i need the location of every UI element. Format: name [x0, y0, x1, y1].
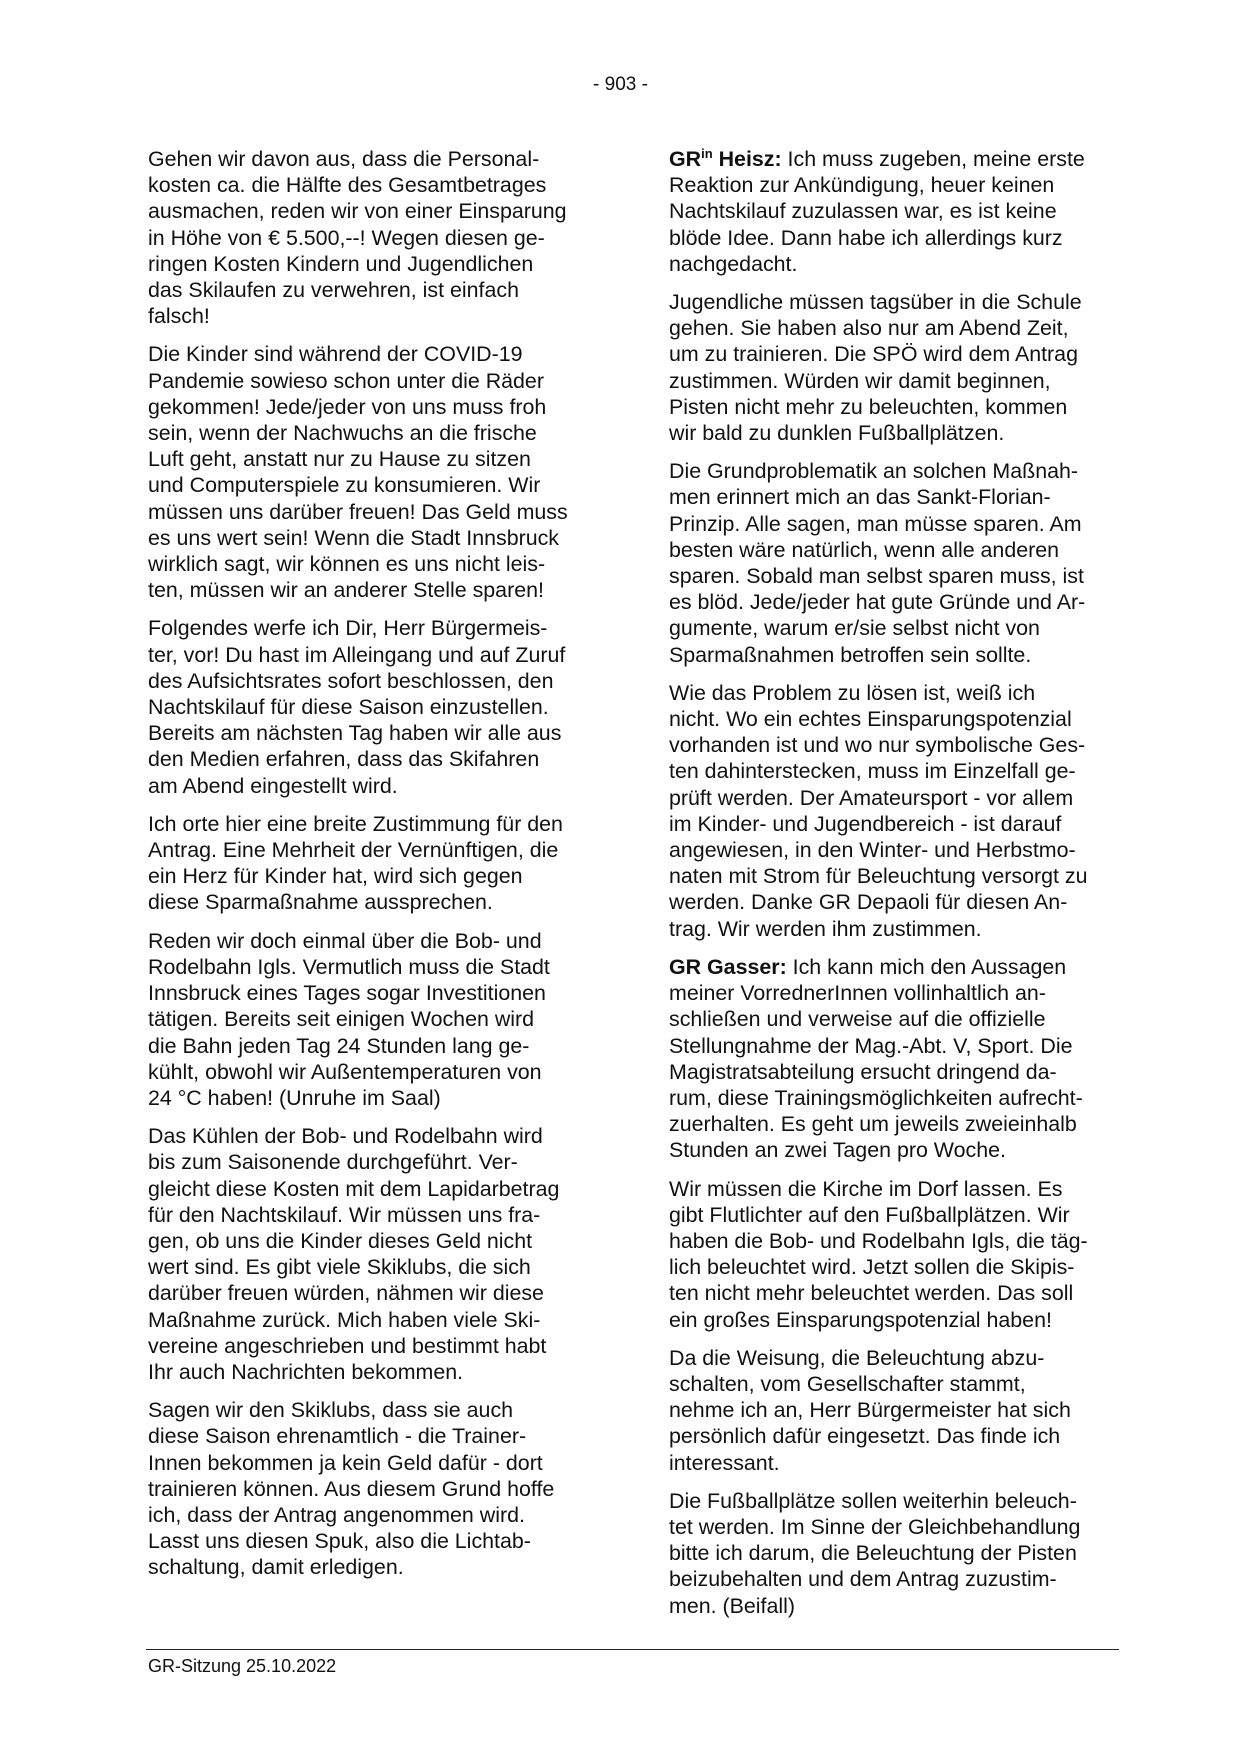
- paragraph: Jugendliche müssen tagsüber in die Schule gehen. Sie haben also nur am Abend Zeit, um zu trainieren. Die SPÖ wird dem Antrag zustimmen. Würden wir damit beginnen, Pisten nicht mehr zu beleuchten, kommen wir bald zu dunklen Fußballplätzen.: [669, 290, 1082, 446]
- footer-divider: [146, 1649, 1119, 1650]
- paragraph: Wie das Problem zu lösen ist, weiß ich nicht. Wo ein echtes Einsparungspotenzial vorhanden ist und wo nur symbolische Ges- ten dahinterstecken, muss im Einzelfall ge- prüft werden. Der Amateursport - vor allem im Kinder- und Jugendbereich - ist darauf angewiesen, in den Winter- und Herbstmo- naten mit Strom für Beleuchtung versorgt zu werden. Danke GR Depaoli für diesen An- trag. Wir werden ihm zustimmen.: [669, 680, 1088, 941]
- paragraph: Gehen wir davon aus, dass die Personal- kosten ca. die Hälfte des Gesamtbetrages ausmachen, reden wir von einer Einsparung in Höhe von € 5.500,--! Wegen diesen ge- ringen Kosten Kindern und Jugendlichen das Skilaufen zu verwehren, ist einfach falsch!: [148, 147, 567, 329]
- paragraph: Die Grundproblematik an solchen Maßnah- men erinnert mich an das Sankt-Florian- Prinzip. Alle sagen, man müsse sparen. Am besten wäre natürlich, wenn alle anderen sparen. Sobald man selbst sparen muss, ist es blöd. Jede/jeder hat gute Gründe und Ar- gumente, warum er/sie selbst nicht von Sparmaßnahmen betroffen sein sollte.: [669, 459, 1086, 667]
- paragraph: Das Kühlen der Bob- und Rodelbahn wird bis zum Saisonende durchgeführt. Ver- gleicht diese Kosten mit dem Lapidarbetrag für den Nachtskilauf. Wir müssen uns fra- gen, ob uns die Kinder dieses Geld nicht wert sind. Es gibt viele Skiklubs, die sich darüber freuen würden, nähmen wir diese Maßnahme zurück. Mich haben viele Ski- vereine angeschrieben und bestimmt habt Ihr auch Nachrichten bekommen.: [148, 1124, 560, 1384]
- speaker-heisz: $GR^{in}$ Heisz:: [669, 145, 782, 171]
- right-column: [669, 146, 1117, 1631]
- paragraph: Die Kinder sind während der COVID-19 Pandemie sowieso schon unter die Räder gekommen! Jede/jeder von uns muss froh sein, wenn der Nachwuchs an die frische Luft geht, anstatt nur zu Hause zu sitzen und Computerspiele zu konsumieren. Wir müssen uns darüber freuen! Das Geld muss es uns wert sein! Wenn die Stadt Innsbruck wirklich sagt, wir können es uns nicht leis- ten, müssen wir an anderer Stelle sparen!: [148, 342, 568, 603]
- paragraph-gasser: [669, 954, 1117, 1164]
- paragraph: Reden wir doch einmal über die Bob- und Rodelbahn Igls. Vermutlich muss die Stadt Innsbruck eines Tages sogar Investitionen tätigen. Bereits seit einigen Wochen wird die Bahn jeden Tag 24 Stunden lang ge- kühlt, obwohl wir Außentemperaturen von 24 °C haben! (Unruhe im Saal): [148, 928, 550, 1110]
- speech-text: Ich kann mich den Aussagen meiner VorrednerInnen vollinhaltlich an- schließen und verweise auf die offizielle Stellungnahme der Mag.-Abt. V, Sport. Die Magistratsabteilung ersucht dringend da- rum, diese Trainingsmöglichkeiten aufrecht- zuerhalten. Es geht um jeweils zweieinhalb Stunden an zwei Tagen pro Woche.: [669, 954, 1083, 1163]
- paragraph: Da die Weisung, die Beleuchtung abzu- schalten, vom Gesellschafter stammt, nehme ich an, Herr Bürgermeister hat sich persönlich dafür eingesetzt. Das finde ich interessant.: [669, 1345, 1071, 1475]
- paragraph: Wir müssen die Kirche im Dorf lassen. Es gibt Flutlichter auf den Fußballplätzen. Wir haben die Bob- und Rodelbahn Igls, die täg- lich beleuchtet wird. Jetzt sollen die Skipis- ten nicht mehr beleuchtet werden. Das soll ein großes Einsparungspotenzial haben!: [669, 1176, 1088, 1332]
- paragraph: Ich orte hier eine breite Zustimmung für den Antrag. Eine Mehrheit der Vernünftigen, die ein Herz für Kinder hat, wird sich gegen diese Sparmaßnahme aussprechen.: [148, 811, 563, 915]
- left-column: [148, 146, 596, 1593]
- paragraph: Sagen wir den Skiklubs, dass sie auch diese Saison ehrenamtlich - die Trainer- Innen bekommen ja kein Geld dafür - dort trainieren können. Aus diesem Grund hoffe ich, dass der Antrag angenommen wird. Lasst uns diesen Spuk, also die Lichtab- schaltung, damit erledigen.: [148, 1398, 555, 1580]
- page-number: - 903 -: [593, 74, 648, 95]
- footer-session-date: GR-Sitzung 25.10.2022: [148, 1656, 337, 1676]
- paragraph: Folgendes werfe ich Dir, Herr Bürgermeis- ter, vor! Du hast im Alleingang und auf Zuruf des Aufsichtsrates sofort beschlossen, den Nachtskilauf für diese Saison einzustellen. Bereits am nächsten Tag haben wir alle aus den Medien erfahren, dass das Skifahren am Abend eingestellt wird.: [148, 616, 566, 798]
- speech-text: Ich muss zugeben, meine erste Reaktion zur Ankündigung, heuer keinen Nachtskilauf zuzulassen war, es ist keine blöde Idee. Dann habe ich allerdings kurz nachgedacht.: [669, 147, 1085, 276]
- paragraph-heisz: [669, 146, 1117, 277]
- speaker-gasser: GR Gasser:: [669, 954, 787, 979]
- paragraph: Die Fußballplätze sollen weiterhin beleuch- tet werden. Im Sinne der Gleichbehandlung bitte ich darum, die Beleuchtung der Pisten beizubehalten und dem Antrag zuzustim- men. (Beifall): [669, 1488, 1081, 1618]
